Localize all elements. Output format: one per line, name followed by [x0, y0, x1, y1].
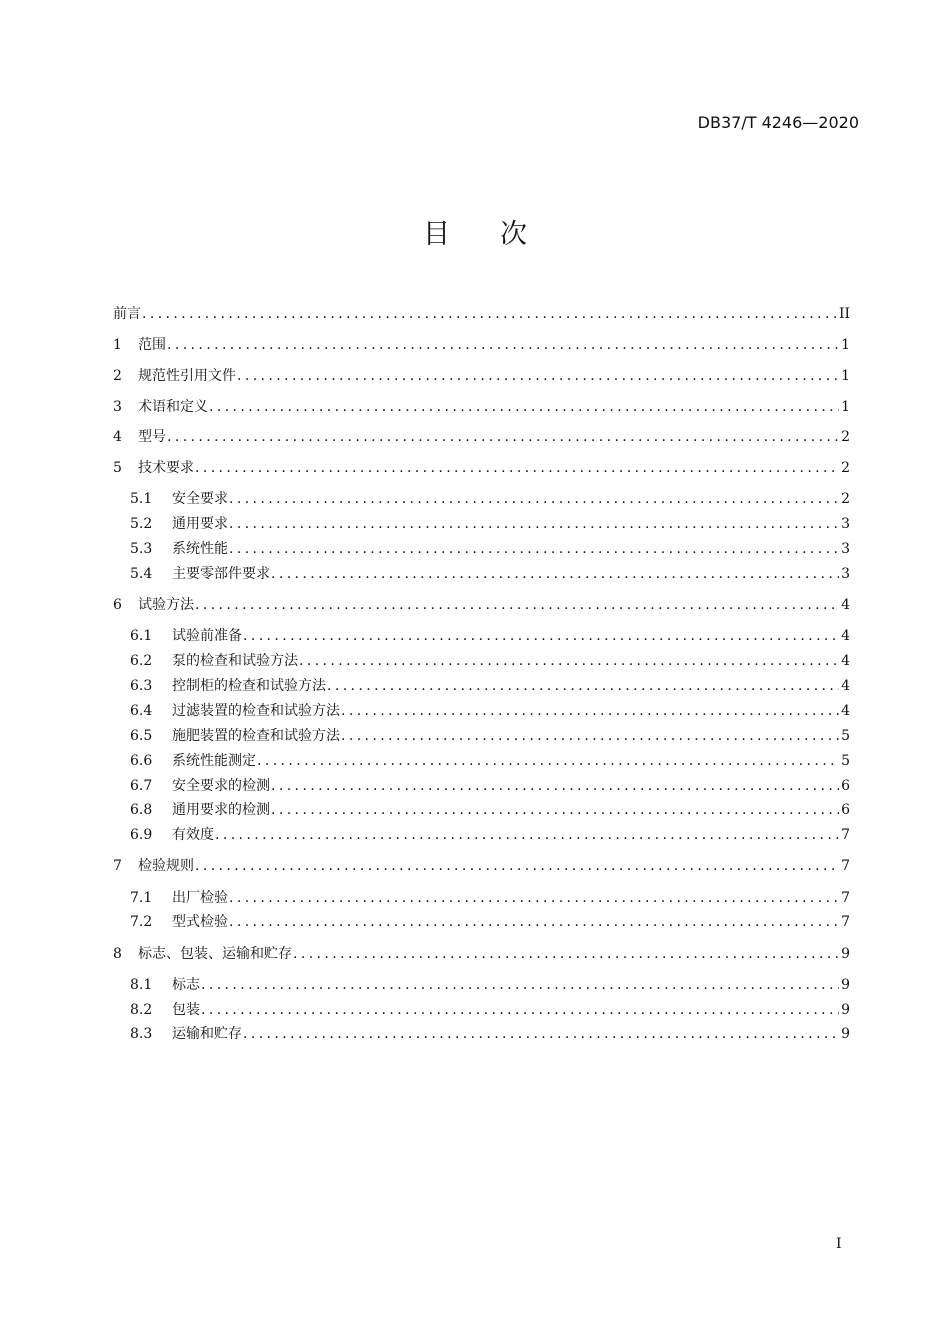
- page-number: I: [836, 1236, 842, 1252]
- toc-entry[interactable]: [0, 1000, 950, 1020]
- dot-leader: [271, 800, 839, 820]
- dot-leader: [229, 888, 839, 908]
- toc-entry-page: 1: [841, 399, 850, 415]
- toc-entry[interactable]: [0, 514, 950, 534]
- toc-entry-label: 包装: [172, 1002, 200, 1018]
- toc-entry-number: 5.4: [130, 566, 153, 582]
- toc-entry-number: 6: [113, 597, 122, 613]
- toc-entry-label: 规范性引用文件: [138, 368, 236, 384]
- toc-entry-label: 前言: [113, 306, 141, 322]
- toc-entry[interactable]: [0, 701, 950, 721]
- dot-leader: [299, 651, 839, 671]
- toc-entry-number: 6.4: [130, 703, 153, 719]
- toc-entry[interactable]: [0, 825, 950, 845]
- toc-entry-label: 型式检验: [172, 914, 228, 930]
- dot-leader: [243, 1024, 839, 1044]
- dot-leader: [271, 564, 839, 584]
- toc-entry-label: 试验前准备: [172, 628, 242, 644]
- toc-entry-page: 1: [841, 337, 850, 353]
- toc-entry-number: 6.3: [130, 678, 153, 694]
- toc-entry-number: 8: [113, 946, 122, 962]
- toc-entry-number: 8.1: [130, 977, 153, 993]
- toc-entry[interactable]: [0, 489, 950, 509]
- toc-entry-page: 9: [841, 946, 850, 962]
- dot-leader: [237, 366, 839, 386]
- dot-leader: [195, 595, 839, 615]
- toc-entry-number: 6.9: [130, 827, 153, 843]
- toc-entry-label: 出厂检验: [172, 890, 228, 906]
- dot-leader: [142, 304, 837, 324]
- toc-entry-number: 7.1: [130, 890, 153, 906]
- dot-leader: [341, 726, 839, 746]
- toc-entry-number: 8.3: [130, 1026, 153, 1042]
- toc-entry-number: 5.1: [130, 491, 153, 507]
- dot-leader: [293, 944, 839, 964]
- dot-leader: [167, 427, 839, 447]
- dot-leader: [327, 676, 839, 696]
- dot-leader: [195, 856, 839, 876]
- dot-leader: [201, 975, 839, 995]
- toc-entry-label: 试验方法: [138, 597, 194, 613]
- toc-entry-page: 7: [841, 914, 850, 930]
- toc-entry[interactable]: [0, 975, 950, 995]
- toc-entry-label: 系统性能: [172, 541, 228, 557]
- toc-entry-label: 技术要求: [138, 460, 194, 476]
- toc-entry-number: 1: [113, 337, 122, 353]
- dot-leader: [271, 776, 839, 796]
- toc-entry-label: 范围: [138, 337, 166, 353]
- dot-leader: [229, 514, 839, 534]
- toc-entry-label: 主要零部件要求: [172, 566, 270, 582]
- dot-leader: [243, 626, 839, 646]
- toc-entry[interactable]: [0, 304, 950, 324]
- toc-entry-page: 6: [841, 802, 850, 818]
- toc-entry-number: 7: [113, 858, 122, 874]
- toc-entry-page: 2: [841, 491, 850, 507]
- toc-entry[interactable]: [0, 626, 950, 646]
- toc-entry-page: 7: [841, 890, 850, 906]
- toc-entry-page: 1: [841, 368, 850, 384]
- dot-leader: [167, 335, 839, 355]
- toc-entry-page: 4: [841, 678, 850, 694]
- toc-entry-number: 6.2: [130, 653, 153, 669]
- dot-leader: [195, 458, 839, 478]
- toc-entry-page: 2: [841, 460, 850, 476]
- toc-entry[interactable]: [0, 651, 950, 671]
- toc-entry-label: 泵的检查和试验方法: [172, 653, 298, 669]
- toc-entry[interactable]: [0, 944, 950, 964]
- toc-entry-number: 4: [113, 429, 122, 445]
- toc-entry-label: 标志: [172, 977, 200, 993]
- toc-entry-number: 6.6: [130, 753, 153, 769]
- toc-entry-page: 4: [841, 628, 850, 644]
- dot-leader: [229, 539, 839, 559]
- toc-entry-label: 安全要求: [172, 491, 228, 507]
- toc-entry[interactable]: [0, 726, 950, 746]
- toc-entry[interactable]: [0, 595, 950, 615]
- toc-entry-number: 5.3: [130, 541, 153, 557]
- toc-entry-number: 6.1: [130, 628, 153, 644]
- toc-entry-page: 9: [841, 1002, 850, 1018]
- toc-entry[interactable]: [0, 776, 950, 796]
- toc-entry-page: 4: [841, 703, 850, 719]
- toc-entry-page: II: [838, 306, 850, 322]
- toc-entry-page: 3: [841, 541, 850, 557]
- toc-entry-label: 检验规则: [138, 858, 194, 874]
- toc-entry-label: 安全要求的检测: [172, 778, 270, 794]
- dot-leader: [229, 912, 839, 932]
- toc-entry-label: 控制柜的检查和试验方法: [172, 678, 326, 694]
- toc-entry[interactable]: [0, 888, 950, 908]
- toc-entry[interactable]: [0, 397, 950, 417]
- toc-entry-number: 8.2: [130, 1002, 153, 1018]
- toc-entry-page: 3: [841, 516, 850, 532]
- dot-leader: [201, 1000, 839, 1020]
- toc-entry-page: 9: [841, 977, 850, 993]
- dot-leader: [215, 825, 839, 845]
- toc-entry[interactable]: [0, 1024, 950, 1044]
- toc-entry-number: 5: [113, 460, 122, 476]
- toc-entry-label: 型号: [138, 429, 166, 445]
- toc-entry-label: 通用要求: [172, 516, 228, 532]
- toc-entry[interactable]: [0, 427, 950, 447]
- toc-entry-label: 术语和定义: [138, 399, 208, 415]
- toc-entry-number: 7.2: [130, 914, 153, 930]
- toc-entry-number: 2: [113, 368, 122, 384]
- dot-leader: [341, 701, 839, 721]
- toc-entry-number: 6.5: [130, 728, 153, 744]
- toc-entry[interactable]: [0, 564, 950, 584]
- toc-entry[interactable]: [0, 800, 950, 820]
- toc-entry-label: 运输和贮存: [172, 1026, 242, 1042]
- toc-entry-label: 过滤装置的检查和试验方法: [172, 703, 340, 719]
- toc-entry-page: 4: [841, 597, 850, 613]
- dot-leader: [229, 489, 839, 509]
- dot-leader: [257, 751, 839, 771]
- toc-entry[interactable]: [0, 539, 950, 559]
- toc-entry-page: 5: [841, 728, 850, 744]
- toc-entry[interactable]: [0, 856, 950, 876]
- toc-entry-label: 标志、包装、运输和贮存: [138, 946, 292, 962]
- toc-entry-label: 施肥装置的检查和试验方法: [172, 728, 340, 744]
- toc-entry-label: 通用要求的检测: [172, 802, 270, 818]
- document-id: DB37/T 4246—2020: [697, 113, 859, 132]
- toc-entry-page: 6: [841, 778, 850, 794]
- toc-entry[interactable]: [0, 458, 950, 478]
- page-title: 目次: [423, 219, 577, 250]
- toc-entry-page: 7: [841, 827, 850, 843]
- toc-entry[interactable]: [0, 676, 950, 696]
- toc-entry-page: 7: [841, 858, 850, 874]
- toc-entry-page: 5: [841, 753, 850, 769]
- toc-entry-number: 3: [113, 399, 122, 415]
- toc-entry[interactable]: [0, 912, 950, 932]
- toc-entry-page: 3: [841, 566, 850, 582]
- toc-entry-number: 5.2: [130, 516, 153, 532]
- toc-entry-number: 6.8: [130, 802, 153, 818]
- toc-entry-label: 有效度: [172, 827, 214, 843]
- toc-entry-label: 系统性能测定: [172, 753, 256, 769]
- toc-entry[interactable]: [0, 335, 950, 355]
- toc-entry-number: 6.7: [130, 778, 153, 794]
- toc-entry-page: 4: [841, 653, 850, 669]
- toc-entry[interactable]: [0, 751, 950, 771]
- toc-entry[interactable]: [0, 366, 950, 386]
- toc-entry-page: 9: [841, 1026, 850, 1042]
- toc-entry-page: 2: [841, 429, 850, 445]
- dot-leader: [209, 397, 839, 417]
